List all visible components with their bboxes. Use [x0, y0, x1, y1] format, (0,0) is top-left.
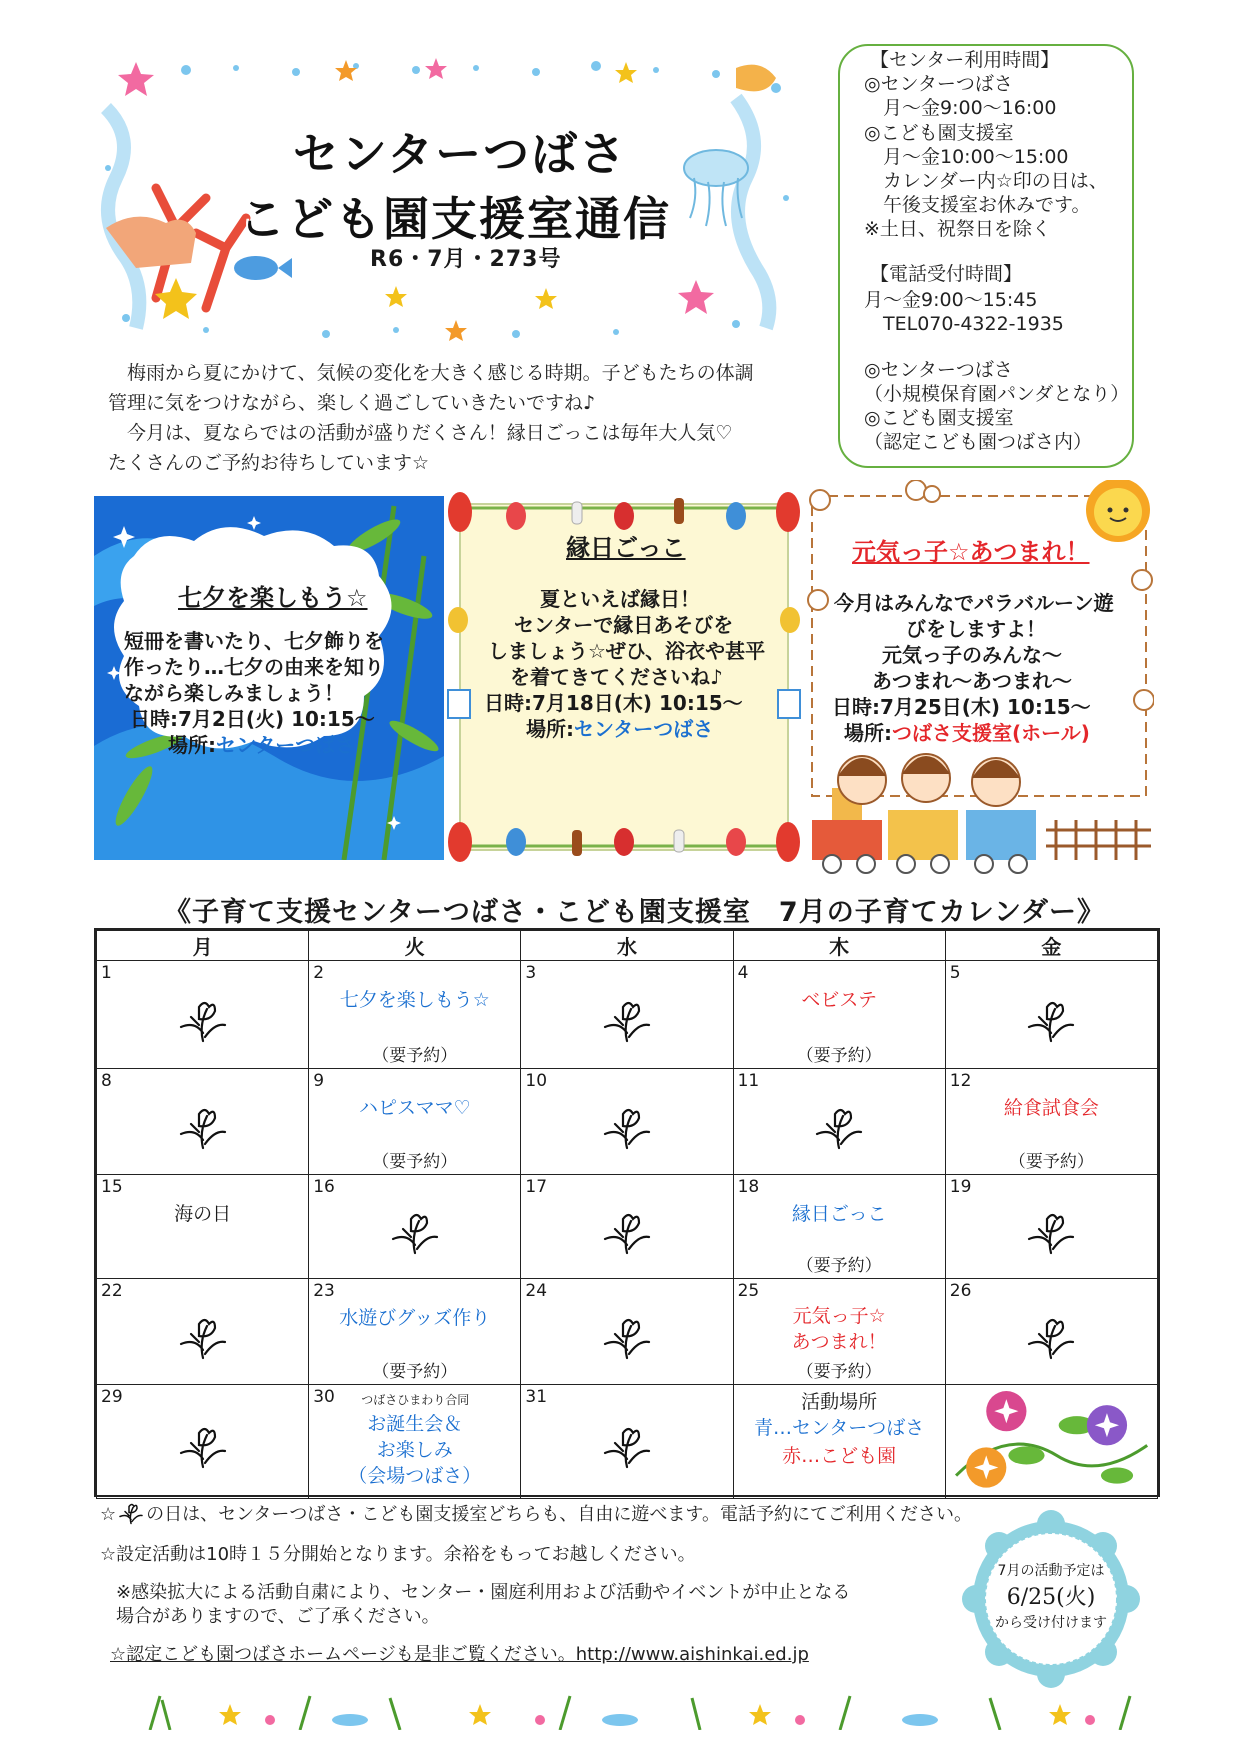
note-free-play	[100, 1500, 972, 1526]
tulip-icon	[809, 1102, 869, 1152]
event-tanabata	[94, 496, 444, 860]
info-line: ◎こども園支援室	[864, 407, 1014, 429]
event-name: お楽しみ	[376, 1439, 453, 1461]
reservation-note: （要予約）	[796, 1256, 882, 1276]
weekday-header: 火	[309, 931, 521, 961]
tanabata-title: 七夕を楽しもう☆	[178, 584, 368, 612]
ennichi-line: しましょう☆ぜひ、浴衣や甚平	[488, 639, 766, 663]
place-label: 場所:	[168, 733, 216, 757]
holiday-name: 海の日	[174, 1203, 232, 1225]
ennichi-line: を着てきてくださいね♪	[510, 665, 723, 689]
ennichi-place	[526, 716, 713, 742]
tanabata-datetime: 日時:7月2日(火) 10:15～	[130, 707, 375, 731]
note-covid-2: 場合がありますので、ご了承ください。	[116, 1606, 440, 1627]
day-number: 10	[525, 1071, 548, 1091]
tanabata-line: 短冊を書いたり、七夕飾りを	[124, 629, 384, 653]
tanabata-line: 作ったり…七夕の由来を知り	[124, 655, 384, 679]
tanabata-line: ながら楽しみましょう！	[124, 681, 344, 705]
day-number: 5	[949, 963, 961, 983]
reservation-note: （要予約）	[372, 1152, 458, 1172]
tulip-icon	[1021, 1312, 1081, 1362]
phone-number: TEL070-4322-1935	[864, 313, 1064, 335]
ennichi-title: 縁日ごっこ	[566, 534, 686, 562]
day-cell	[945, 1069, 1157, 1175]
tulip-icon	[597, 1421, 657, 1471]
legend-cell	[733, 1385, 945, 1499]
badge-line3: から受け付けます	[995, 1615, 1107, 1631]
day-number: 26	[949, 1281, 972, 1301]
day-number: 18	[737, 1177, 760, 1197]
day-cell	[733, 961, 945, 1069]
tulip-icon	[597, 995, 657, 1045]
reservation-note: （要予約）	[372, 1046, 458, 1066]
event-name: 元気っ子☆	[792, 1305, 886, 1327]
intro-line: 今月は、夏ならではの活動が盛りだくさん！縁日ごっこは毎年大人気♡	[108, 422, 733, 444]
tulip-icon	[173, 1102, 233, 1152]
info-line: ◎センターつばさ	[864, 359, 1013, 381]
event-name: 給食試食会	[1003, 1097, 1099, 1119]
event-name: 水遊びグッズ作り	[339, 1307, 491, 1329]
day-cell	[733, 1069, 945, 1175]
day-cell	[309, 1279, 521, 1385]
event-genki	[806, 480, 1154, 880]
day-number: 1	[101, 963, 112, 983]
bottom-decoration	[140, 1690, 1140, 1730]
info-line: 【センター利用時間】	[870, 49, 1060, 71]
tulip-icon	[173, 995, 233, 1045]
event-name: ベビステ	[801, 989, 877, 1011]
info-line: 【電話受付時間】	[870, 263, 1023, 285]
day-number: 22	[101, 1281, 123, 1301]
info-line: ◎センターつばさ	[864, 73, 1013, 95]
info-line: ◎こども園支援室	[864, 122, 1014, 144]
reservation-note: （要予約）	[796, 1046, 882, 1066]
day-cell	[733, 1279, 945, 1385]
day-number: 12	[949, 1071, 972, 1091]
genki-datetime: 日時:7月25日(木) 10:15～	[832, 695, 1091, 719]
genki-line: 元気っ子のみんな～	[882, 643, 1062, 667]
tanabata-place	[168, 732, 355, 758]
day-cell	[521, 961, 733, 1069]
day-cell	[97, 1175, 309, 1279]
reservation-note: （要予約）	[796, 1362, 882, 1382]
day-cell	[309, 1175, 521, 1279]
genki-title: 元気っ子☆あつまれ！	[852, 538, 1090, 566]
calendar	[94, 928, 1160, 1497]
badge-date: 6/25(火)	[1006, 1585, 1096, 1610]
info-line: 月～金9:00～16:00	[864, 97, 1057, 119]
event-ennichi	[446, 490, 802, 864]
day-cell	[521, 1385, 733, 1499]
day-cell	[309, 1385, 521, 1499]
tulip-icon	[385, 1207, 445, 1257]
day-cell	[309, 961, 521, 1069]
event-name: あつまれ！	[791, 1331, 887, 1353]
day-cell	[97, 1385, 309, 1499]
genki-line: びをしますよ！	[906, 617, 1046, 641]
place-label: 場所:	[526, 717, 574, 741]
calendar-table	[96, 930, 1158, 1499]
day-cell	[945, 1175, 1157, 1279]
note-covid-1: ※感染拡大による活動自粛により、センター・園庭利用および活動やイベントが中止となる	[116, 1582, 851, 1603]
day-number: 31	[525, 1387, 548, 1407]
day-number: 19	[949, 1177, 972, 1197]
info-line: ※土日、祝祭日を除く	[864, 218, 1051, 240]
genki-line: あつまれ～あつまれ～	[872, 669, 1072, 693]
day-number: 3	[525, 963, 537, 983]
day-cell	[521, 1279, 733, 1385]
legend-red: 赤…こども園	[782, 1445, 897, 1467]
weekday-header: 水	[521, 931, 733, 961]
day-number: 23	[313, 1281, 335, 1301]
info-line: 午後支援室お休みです。	[864, 194, 1091, 216]
decoration-cell	[945, 1385, 1157, 1499]
info-box	[838, 44, 1134, 468]
event-name: お誕生会＆	[367, 1413, 463, 1435]
info-line: カレンダー内☆印の日は、	[864, 170, 1108, 192]
day-cell	[97, 1279, 309, 1385]
ennichi-datetime: 日時:7月18日(木) 10:15～	[484, 691, 743, 715]
day-number: 16	[313, 1177, 335, 1197]
day-number: 4	[737, 963, 749, 983]
tulip-icon	[597, 1102, 657, 1152]
day-number: 17	[525, 1177, 548, 1197]
intro-line: 管理に気をつけながら、楽しく過ごしていきたいですね♪	[108, 392, 596, 414]
event-name: 縁日ごっこ	[791, 1203, 887, 1225]
tulip-icon	[1021, 995, 1081, 1045]
note-text: の日は、センターつばさ・こども園支援室どちらも、自由に遊べます。電話予約にてご利用ください。	[146, 1504, 972, 1525]
tulip-icon	[597, 1312, 657, 1362]
day-number: 8	[101, 1071, 112, 1091]
event-note: つばさひまわり合同	[361, 1393, 470, 1407]
newsletter-title-line1: センターつばさ	[292, 127, 628, 181]
genki-line: 今月はみんなでパラバルーン遊	[834, 591, 1114, 615]
day-number: 29	[101, 1387, 123, 1407]
info-line: 月～金10:00～15:00	[864, 146, 1069, 168]
place-value: センターつばさ	[216, 733, 356, 757]
ennichi-line: 夏といえば縁日！	[540, 587, 700, 611]
intro-line: 梅雨から夏にかけて、気候の変化を大きく感じる時期。子どもたちの体調	[108, 362, 754, 384]
tulip-icon	[1021, 1207, 1081, 1257]
event-name: 七夕を楽しもう☆	[339, 989, 490, 1011]
info-line: （認定こども園つばさ内）	[864, 431, 1093, 453]
day-cell	[97, 1069, 309, 1175]
day-number: 25	[737, 1281, 760, 1301]
tulip-icon	[173, 1421, 233, 1471]
event-venue: （会場つばさ）	[348, 1465, 482, 1487]
day-cell	[521, 1175, 733, 1279]
weekday-header: 金	[945, 931, 1157, 961]
day-number: 11	[737, 1071, 760, 1091]
legend-title: 活動場所	[801, 1391, 878, 1413]
day-number: 15	[101, 1177, 123, 1197]
weekday-header: 木	[733, 931, 945, 961]
day-number: 2	[313, 963, 325, 983]
day-cell	[97, 961, 309, 1069]
day-number: 9	[313, 1071, 325, 1091]
genki-place	[844, 720, 1090, 746]
place-value: つばさ支援室(ホール)	[892, 721, 1090, 745]
place-label: 場所:	[844, 721, 892, 745]
note-start-time: ☆設定活動は10時１５分開始となります。余裕をもってお越しください。	[100, 1544, 696, 1565]
intro-line: たくさんのご予約お待ちしています☆	[108, 452, 430, 474]
day-cell	[945, 1279, 1157, 1385]
ennichi-line: センターで縁日あそびを	[514, 613, 734, 637]
day-cell	[733, 1175, 945, 1279]
reservation-note: （要予約）	[372, 1362, 458, 1382]
day-number: 24	[525, 1281, 548, 1301]
tulip-icon	[597, 1207, 657, 1257]
info-line: （小規模保育園パンダとなり）	[864, 383, 1130, 405]
morning-glory-illustration	[946, 1385, 1157, 1494]
weekday-header: 月	[97, 931, 309, 961]
note-prefix: ☆	[100, 1504, 117, 1525]
day-cell	[521, 1069, 733, 1175]
calendar-title: 《子育て支援センターつばさ・こども園支援室 7月の子育てカレンダー》	[164, 897, 1105, 928]
homepage-link[interactable]: ☆認定こども園つばさホームページも是非ご覧ください。http://www.aishinkai.ed.jp	[110, 1644, 809, 1665]
newsletter-title-line2: こども園支援室通信	[239, 192, 671, 246]
place-value: センターつばさ	[574, 717, 714, 741]
tulip-icon	[116, 1500, 146, 1526]
day-cell	[309, 1069, 521, 1175]
info-line: 月～金9:00～15:45	[864, 289, 1038, 311]
legend-blue: 青…センターつばさ	[754, 1417, 925, 1439]
issue-number: R6・7月・273号	[370, 247, 562, 272]
event-name: ハピスママ♡	[358, 1097, 471, 1119]
reservation-note: （要予約）	[1008, 1152, 1094, 1172]
badge-line1: 7月の活動予定は	[997, 1563, 1105, 1579]
tulip-icon	[173, 1312, 233, 1362]
day-number: 30	[313, 1387, 335, 1407]
day-cell	[945, 961, 1157, 1069]
